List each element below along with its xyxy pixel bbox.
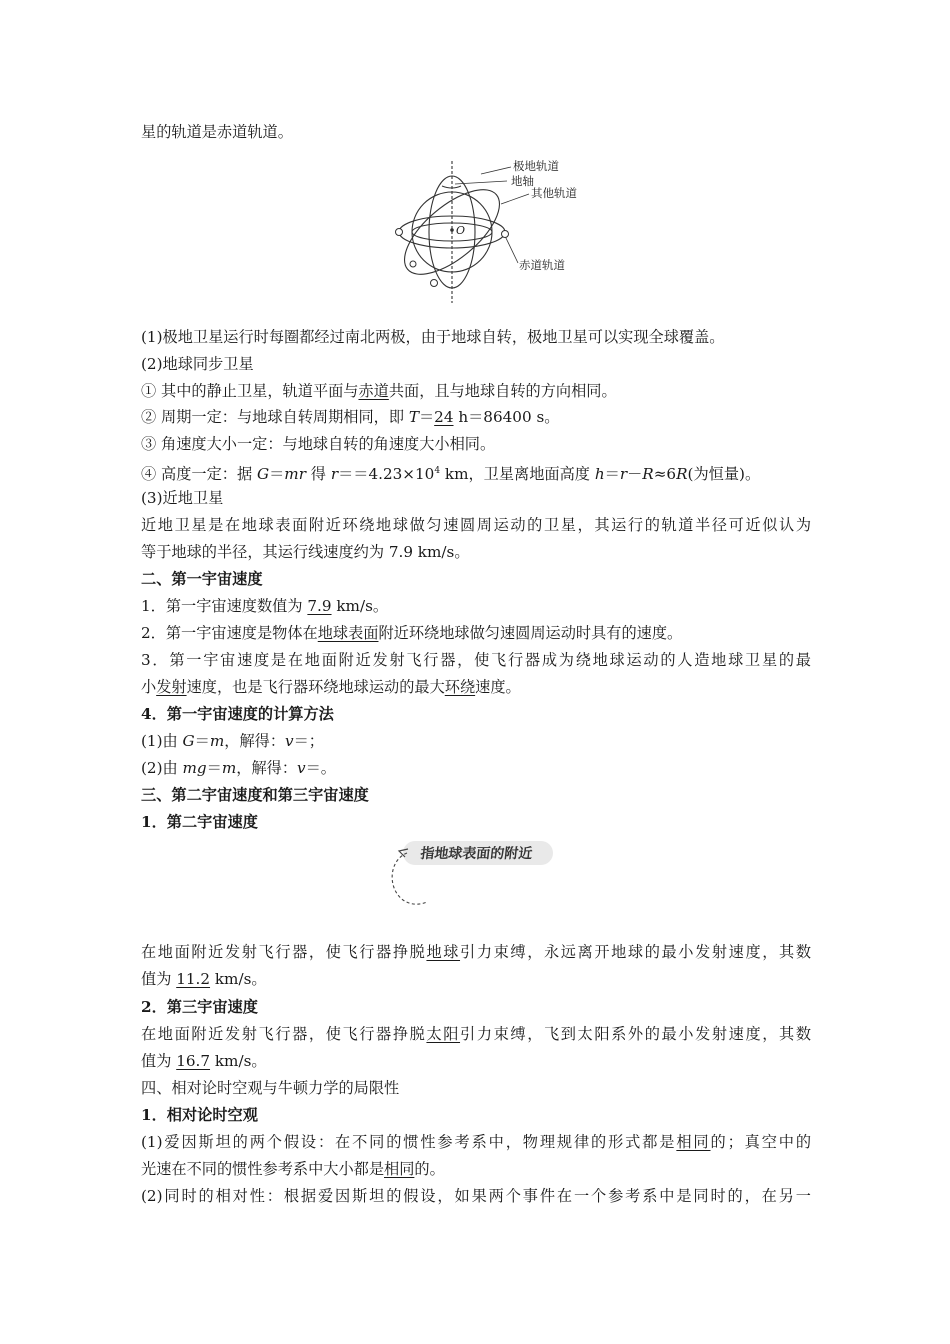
formula-line: (2)由 mg＝m，解得：v＝。 (141, 759, 336, 777)
satellite-orbits-diagram (393, 156, 577, 308)
section-heading: 三、第二宇宙速度和第三宇宙速度 (141, 786, 369, 804)
label-polar-orbit: 极地轨道 (513, 159, 559, 173)
satellite (431, 280, 438, 287)
annotation-text: 指地球表面的附近 (419, 846, 534, 862)
paragraph-line: 小发射速度，也是飞行器环绕地球运动的最大环绕速度。 (141, 678, 521, 696)
paragraph-line: (1)爱因斯坦的两个假设：在不同的惯性参考系中，物理规律的形式都是相同的；真空中的 (141, 1133, 812, 1151)
answer-blank: 地球表面 (317, 624, 379, 642)
formula-line: (1)由 G＝m，解得：v＝； (141, 732, 324, 750)
answer-blank: 相同 (384, 1160, 415, 1178)
paragraph-line: (2)同时的相对性：根据爱因斯坦的假设，如果两个事件在一个参考系中是同时的，在另一 (141, 1187, 811, 1205)
paragraph-line: 在地面附近发射飞行器，使飞行器挣脱太阳引力束缚，飞到太阳系外的最小发射速度，其数 (141, 1025, 812, 1043)
paragraph-line: 等于地球的半径，其运行线速度约为 7.9 km/s。 (141, 543, 470, 561)
paragraph-line: ② 周期一定：与地球自转周期相同，即 T＝24 h＝86400 s。 (141, 408, 560, 426)
paragraph-line: (3)近地卫星 (141, 489, 224, 507)
paragraph-line: ③ 角速度大小一定：与地球自转的角速度大小相同。 (141, 435, 496, 453)
label-axis: 地轴 (511, 174, 534, 188)
paragraph-line: (1)极地卫星运行时每圈都经过南北两极，由于地球自转，极地卫星可以实现全球覆盖。 (141, 328, 725, 346)
satellite (410, 261, 416, 267)
paragraph-line: 在地面附近发射飞行器，使飞行器挣脱地球引力束缚，永远离开地球的最小发射速度，其数 (141, 943, 812, 961)
subsection-heading: 1．第二宇宙速度 (141, 813, 258, 831)
paragraph-line: (2)地球同步卫星 (141, 355, 254, 373)
paragraph-line: 3．第一宇宙速度是在地面附近发射飞行器，使飞行器成为绕地球运动的人造地球卫星的最 (141, 651, 811, 669)
paragraph-line: 值为 11.2 km/s。 (141, 970, 267, 988)
answer-blank: 环绕 (444, 678, 476, 696)
paragraph-line: ④ 高度一定：据 G＝mr 得 $r==4.23\times 10^4$ km，卫星离地面高度 h＝r－R≈6R(为恒量)。 (141, 465, 761, 483)
label-pointer-polar (481, 167, 511, 174)
section-heading: 二、第一宇宙速度 (141, 570, 263, 588)
paragraph-line: 值为 16.7 km/s。 (141, 1052, 267, 1070)
paragraph-line: 2．第一宇宙速度是物体在地球表面附近环绕地球做匀速圆周运动时具有的速度。 (141, 624, 683, 642)
label-center: O (456, 224, 466, 237)
satellite (502, 231, 509, 238)
answer-blank: 地球 (426, 943, 461, 961)
paragraph-line: 光速在不同的惯性参考系中大小都是相同的。 (141, 1160, 445, 1178)
answer-blank: 太阳 (426, 1025, 461, 1043)
subsection-heading: 4．第一宇宙速度的计算方法 (141, 705, 334, 723)
earth-center (450, 228, 454, 232)
paragraph-line: 近地卫星是在地球表面附近环绕地球做匀速圆周运动的卫星，其运行的轨道半径可近似认为 (141, 516, 811, 534)
paragraph-line: 1．第一宇宙速度数值为 7.9 km/s。 (141, 597, 389, 615)
answer-blank: 相同 (676, 1133, 711, 1151)
label-pointer-equator (505, 236, 518, 263)
section-heading: 四、相对论时空观与牛顿力学的局限性 (141, 1079, 400, 1097)
answer-blank: 16.7 (176, 1052, 211, 1070)
answer-blank: 7.9 (307, 597, 332, 615)
subsection-heading: 2．第三宇宙速度 (141, 998, 258, 1016)
annotation-callout (389, 838, 559, 910)
satellite (396, 229, 403, 236)
label-other-orbit: 其他轨道 (531, 186, 577, 200)
answer-blank: 发射 (156, 678, 187, 696)
answer-blank: 24 (434, 408, 454, 426)
label-equatorial-orbit: 赤道轨道 (519, 258, 565, 272)
label-pointer-other (501, 194, 529, 204)
answer-blank: 11.2 (176, 970, 211, 988)
paragraph-line: 星的轨道是赤道轨道。 (141, 123, 293, 141)
subsection-heading: 1．相对论时空观 (141, 1106, 258, 1124)
answer-blank: 赤道 (358, 382, 389, 400)
paragraph-line: ① 其中的静止卫星，轨道平面与赤道共面，且与地球自转的方向相同。 (141, 382, 617, 400)
